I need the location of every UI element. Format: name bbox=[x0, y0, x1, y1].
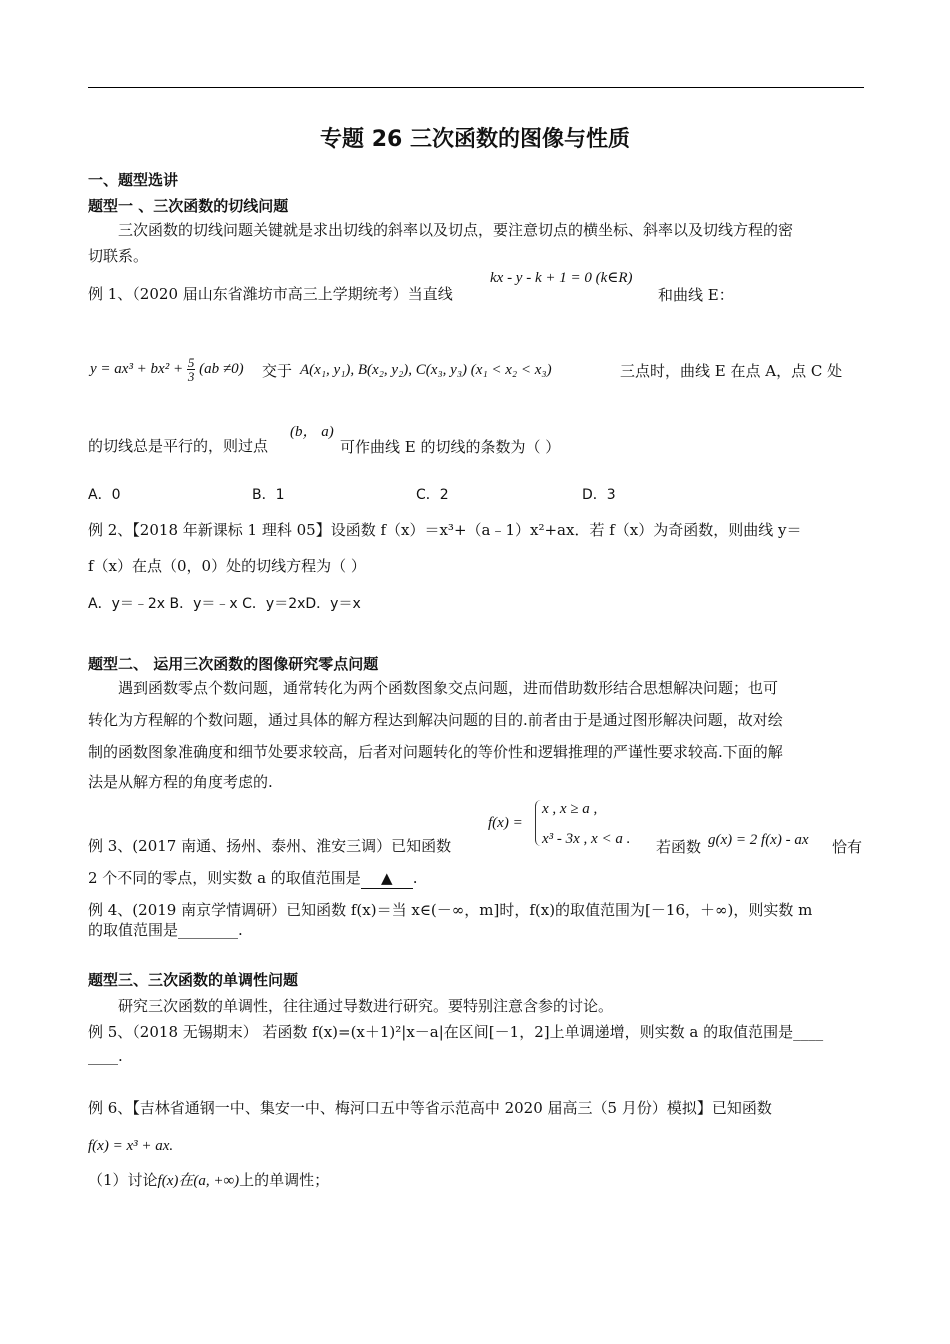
ex3-line2b: . bbox=[412, 869, 418, 887]
ex3-mid: 若函数 bbox=[656, 838, 702, 856]
ex3-line2a: 2 个不同的零点，则实数 a 的取值范围是 bbox=[88, 869, 361, 887]
ex1-option-d: D．3 bbox=[582, 487, 616, 503]
type1-heading: 题型一 、三次函数的切线问题 bbox=[88, 197, 289, 215]
answer-blank bbox=[361, 868, 413, 889]
ex1-point-ba: (b， a) bbox=[290, 424, 334, 440]
ex1-curve-condition: (ab ≠0) bbox=[199, 360, 244, 377]
ex6-part1-lead: （1）讨论 bbox=[88, 1171, 158, 1189]
ex3-tail: 恰有 bbox=[832, 838, 863, 856]
ex5-line2: ____. bbox=[88, 1047, 123, 1065]
ex1-fraction bbox=[187, 356, 196, 383]
type2-para-line1: 遇到函数零点个数问题，通常转化为两个函数图象交点问题，进而借助数形结合思想解决问题；也可 bbox=[118, 679, 779, 697]
ex6-function: f(x) = x³ + ax. bbox=[88, 1138, 174, 1154]
ex1-line-equation: kx - y - k + 1 = 0 (k∈R) bbox=[490, 270, 633, 286]
header-rule bbox=[88, 87, 864, 88]
ex2-options: A．y＝﹣2x B．y＝﹣x C．y＝2xD．y＝x bbox=[88, 596, 361, 612]
ex6-part1 bbox=[88, 1170, 329, 1191]
section-heading: 一、题型选讲 bbox=[88, 171, 179, 189]
ex3-case2: x³ - 3x , x < a . bbox=[542, 831, 631, 847]
ex5-line1: 例 5、（2018 无锡期末） 若函数 f(x)=(x＋1)²|x－a|在区间[－1，2]上单调递增，则实数 a 的取值范围是____ bbox=[88, 1023, 824, 1041]
ex6-line1: 例 6、【吉林省通钢一中、集安一中、梅河口五中等省示范高中 2020 届高三（5 月份）模拟】已知函数 bbox=[88, 1099, 772, 1117]
type2-para-line2: 转化为方程解的个数问题，通过具体的解方程达到解决问题的目的.前者由于是通过图形解决问题，故对绘 bbox=[88, 711, 783, 729]
page-title: 专题 26 三次函数的图像与性质 bbox=[320, 127, 630, 152]
ex4-line1: 例 4、(2019 南京学情调研）已知函数 f(x)＝当 x∈(－∞，m]时，f(x)的取值范围为[－16，＋∞)，则实数 m bbox=[88, 901, 813, 919]
ex1-option-c: C．2 bbox=[416, 487, 449, 503]
ex3-f-lhs: f(x) = bbox=[488, 815, 523, 831]
type3-heading: 题型三、三次函数的单调性问题 bbox=[88, 971, 299, 989]
triangle-marker: ▲ bbox=[381, 869, 393, 887]
ex6-part1-math: f(x)在(a, +∞) bbox=[157, 1173, 240, 1189]
ex1-curve-lhs: y = ax³ + bx² + bbox=[90, 360, 184, 377]
type2-para-line3: 制的函数图象准确度和细节处要求较高，后者对问题转化的等价性和逻辑推理的严谨性要求较高.下面的解 bbox=[88, 743, 783, 761]
ex1-curve-equation bbox=[90, 356, 244, 383]
ex1-jiao: 交于 bbox=[262, 362, 293, 380]
ex1-lead: 例 1、（2020 届山东省潍坊市高三上学期统考）当直线 bbox=[88, 285, 453, 303]
ex3-line2 bbox=[88, 868, 418, 889]
ex4-line2: 的取值范围是________. bbox=[88, 921, 243, 939]
ex3-case1: x , x ≥ a , bbox=[542, 801, 598, 817]
ex1-frac-num: 5 bbox=[187, 355, 195, 370]
type2-para-line4: 法是从解方程的角度考虑的. bbox=[88, 773, 273, 791]
ex2-line2: f（x）在点（0，0）处的切线方程为（ ） bbox=[88, 557, 366, 575]
ex1-option-a: A．0 bbox=[88, 487, 121, 503]
ex3-g-equation: g(x) = 2 f(x) - ax bbox=[708, 832, 809, 848]
type2-heading: 题型二、 运用三次函数的图像研究零点问题 bbox=[88, 655, 379, 673]
type1-intro-line2: 切联系。 bbox=[88, 247, 149, 265]
ex1-option-b: B．1 bbox=[252, 487, 285, 503]
ex1-points: A(x₁, y₁), B(x₂, y₂), C(x₃, y₃) (x₁ < x₂ < x₃) bbox=[300, 362, 552, 378]
ex1-after-points: 三点时，曲线 E 在点 A，点 C 处 bbox=[620, 362, 843, 380]
ex2-line1: 例 2、【2018 年新课标 1 理科 05】设函数 f（x）＝x³+（a﹣1）x²+ax．若 f（x）为奇函数，则曲线 y＝ bbox=[88, 521, 802, 539]
type3-intro: 研究三次函数的单调性，往往通过导数进行研究。要特别注意含参的讨论。 bbox=[118, 997, 614, 1015]
type1-intro-line1: 三次函数的切线问题关键就是求出切线的斜率以及切点，要注意切点的横坐标、斜率以及切线方程的密 bbox=[118, 221, 794, 239]
ex6-part1-tail: 上的单调性； bbox=[239, 1171, 330, 1189]
ex1-line3b: 可作曲线 E 的切线的条数为（ ） bbox=[340, 438, 561, 456]
ex3-lead: 例 3、(2017 南通、扬州、泰州、淮安三调）已知函数 bbox=[88, 837, 452, 855]
ex1-frac-den: 3 bbox=[187, 369, 195, 384]
ex1-after-line: 和曲线 E： bbox=[658, 286, 734, 304]
ex1-line3a: 的切线总是平行的，则过点 bbox=[88, 437, 269, 455]
